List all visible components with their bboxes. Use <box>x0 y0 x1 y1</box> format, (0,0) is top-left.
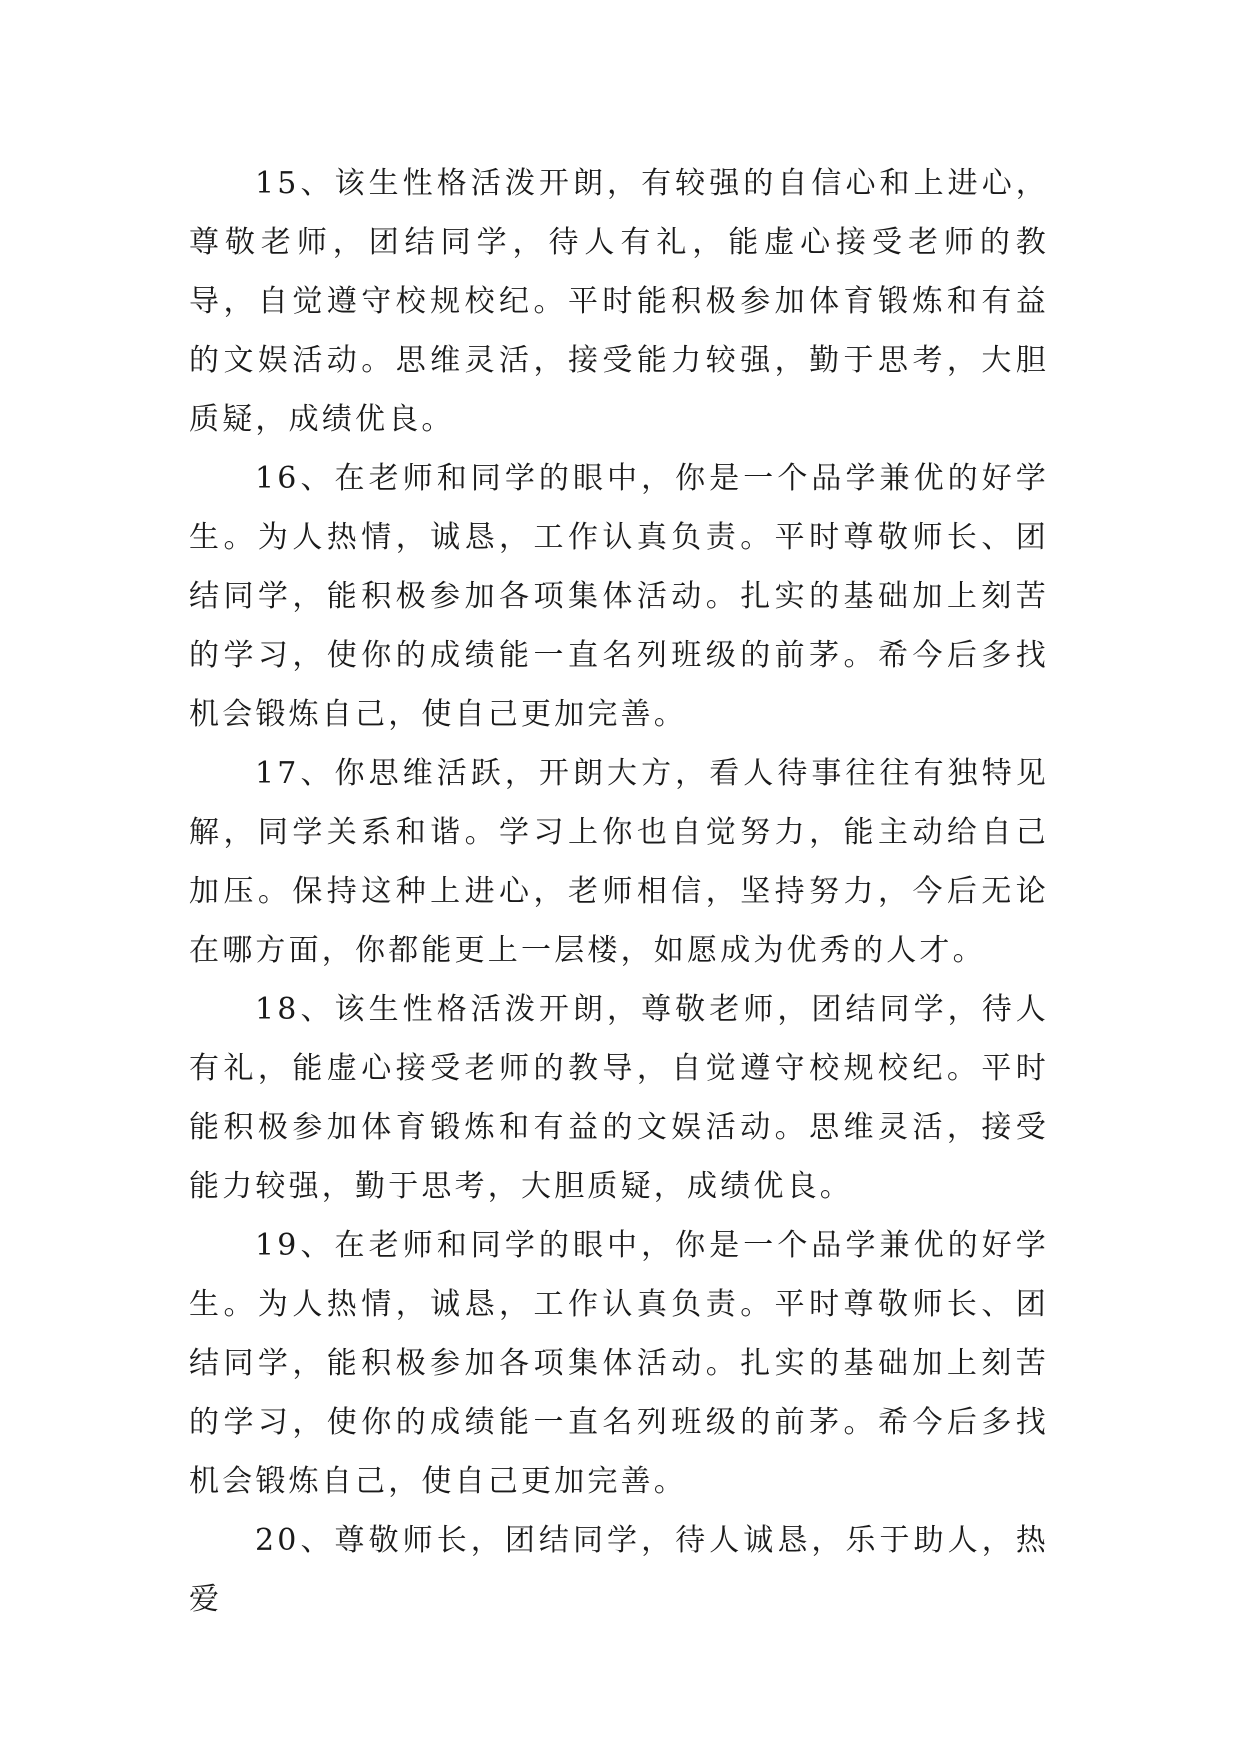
paragraph-17: 17、你思维活跃，开朗大方，看人待事往往有独特见解，同学关系和谐。学习上你也自觉努力，能主动给自己加压。保持这种上进心，老师相信，坚持努力，今后无论在哪方面，你都能更上一层楼，如愿成为优秀的人才。 <box>189 756 1049 968</box>
document-body <box>189 154 1049 1629</box>
paragraph-19: 19、在老师和同学的眼中，你是一个品学兼优的好学生。为人热情，诚恳，工作认真负责。平时尊敬师长、团结同学，能积极参加各项集体活动。扎实的基础加上刻苦的学习，使你的成绩能一直名列班级的前茅。希今后多找机会锻炼自己，使自己更加完善。 <box>189 1228 1049 1499</box>
paragraph-15: 15、该生性格活泼开朗，有较强的自信心和上进心，尊敬老师，团结同学，待人有礼，能虚心接受老师的教导，自觉遵守校规校纪。平时能积极参加体育锻炼和有益的文娱活动。思维灵活，接受能力较强，勤于思考，大胆质疑，成绩优良。 <box>189 166 1049 437</box>
paragraph-18: 18、该生性格活泼开朗，尊敬老师，团结同学，待人有礼，能虚心接受老师的教导，自觉遵守校规校纪。平时能积极参加体育锻炼和有益的文娱活动。思维灵活，接受能力较强，勤于思考，大胆质疑，成绩优良。 <box>189 992 1049 1204</box>
paragraph-16: 16、在老师和同学的眼中，你是一个品学兼优的好学生。为人热情，诚恳，工作认真负责。平时尊敬师长、团结同学，能积极参加各项集体活动。扎实的基础加上刻苦的学习，使你的成绩能一直名列班级的前茅。希今后多找机会锻炼自己，使自己更加完善。 <box>189 461 1049 732</box>
paragraph-20: 20、尊敬师长，团结同学，待人诚恳，乐于助人，热爱 <box>189 1523 1049 1617</box>
